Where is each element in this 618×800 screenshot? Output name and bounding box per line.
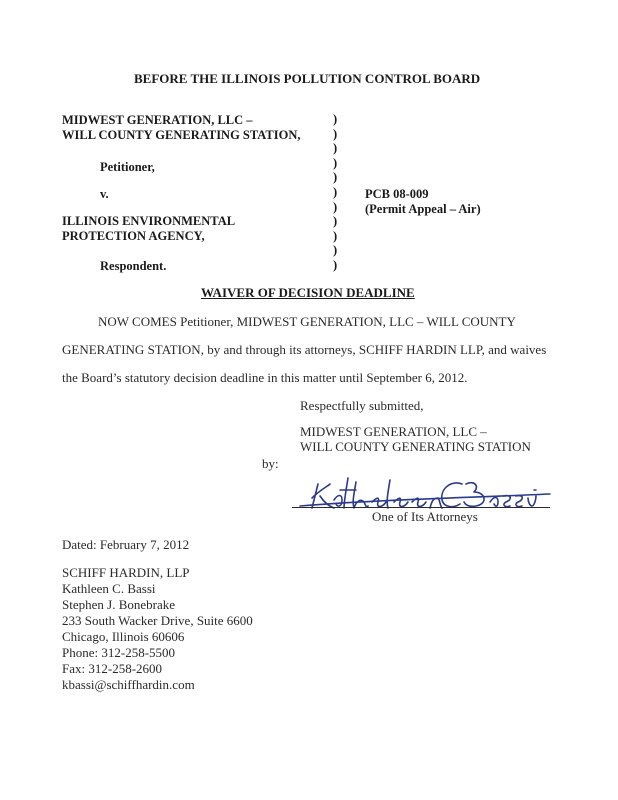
by-label: by: <box>262 456 279 471</box>
petitioner-name-line1: MIDWEST GENERATION, LLC – <box>62 113 253 127</box>
attorney-name-1: Kathleen C. Bassi <box>62 581 156 596</box>
caption-paren: ) <box>333 257 338 272</box>
caption-paren: ) <box>333 228 338 243</box>
body-line-3: the Board’s statutory decision deadline in this matter until September 6, 2012. <box>62 370 468 385</box>
date-line: Dated: February 7, 2012 <box>62 537 190 552</box>
firm-address-line2: Chicago, Illinois 60606 <box>62 629 185 644</box>
case-number: PCB 08-009 <box>365 187 429 201</box>
caption-paren: ) <box>333 112 338 126</box>
caption-paren: ) <box>333 214 338 229</box>
caption-paren-column <box>333 112 337 273</box>
petitioner-name-line2: WILL COUNTY GENERATING STATION, <box>62 128 301 142</box>
court-title: BEFORE THE ILLINOIS POLLUTION CONTROL BOARD <box>134 71 481 86</box>
caption-paren: ) <box>333 170 338 185</box>
caption-paren: ) <box>333 141 338 156</box>
respectfully-submitted: Respectfully submitted, <box>300 398 424 413</box>
caption-paren: ) <box>333 155 338 170</box>
signature-caption: One of Its Attorneys <box>372 509 478 524</box>
party-name-line1: MIDWEST GENERATION, LLC – <box>300 424 487 439</box>
firm-name: SCHIFF HARDIN, LLP <box>62 565 190 580</box>
petitioner-role: Petitioner, <box>100 160 155 174</box>
party-name-line2: WILL COUNTY GENERATING STATION <box>300 439 531 454</box>
caption-paren: ) <box>333 243 338 258</box>
respondent-name-line2: PROTECTION AGENCY, <box>62 229 205 243</box>
document-title: WAIVER OF DECISION DEADLINE <box>201 285 415 300</box>
caption-paren: ) <box>333 199 338 214</box>
firm-address-line1: 233 South Wacker Drive, Suite 6600 <box>62 613 253 628</box>
firm-fax: Fax: 312-258-2600 <box>62 661 163 676</box>
body-line-1: NOW COMES Petitioner, MIDWEST GENERATION, LLC – WILL COUNTY <box>98 314 516 329</box>
body-line-2: GENERATING STATION, by and through its attorneys, SCHIFF HARDIN LLP, and waives <box>62 342 547 357</box>
versus-label: v. <box>100 187 109 201</box>
attorney-name-2: Stephen J. Bonebrake <box>62 597 176 612</box>
caption-paren: ) <box>333 184 338 199</box>
case-type: (Permit Appeal – Air) <box>365 202 481 216</box>
firm-email: kbassi@schiffhardin.com <box>62 677 195 692</box>
respondent-name-line1: ILLINOIS ENVIRONMENTAL <box>62 214 236 228</box>
signature-line <box>292 507 550 508</box>
firm-phone: Phone: 312-258-5500 <box>62 645 176 660</box>
respondent-role: Respondent. <box>100 259 167 273</box>
caption-paren: ) <box>333 126 338 141</box>
